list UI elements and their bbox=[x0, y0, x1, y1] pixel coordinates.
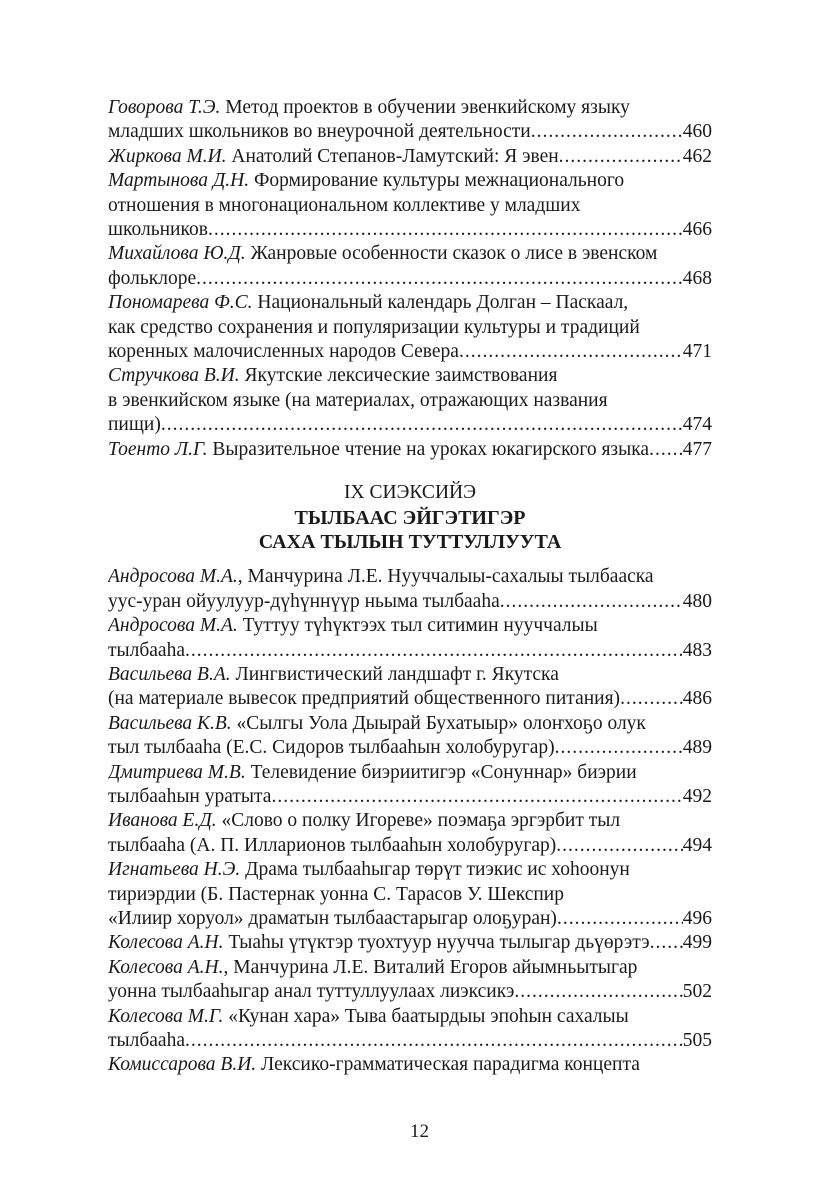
toc-entry-title: , Манчурина Л.Е. Виталий Егоров айымньытыгар bbox=[223, 956, 638, 978]
toc-entry-title: уонна тылбааһыгар анал туттуллуулаах лиэксикэ bbox=[108, 981, 515, 1003]
toc-entry-title: Туттуу түһүктээх тыл ситимин нууччалыы bbox=[237, 615, 598, 637]
toc-entry-title: фольклоре bbox=[108, 267, 197, 289]
toc-entry-line bbox=[108, 1053, 712, 1077]
toc-entry-page: 477 bbox=[682, 438, 712, 460]
toc-entry-author: Михайлова Ю.Д. bbox=[108, 243, 246, 265]
toc-entry-author: Говорова Т.Э. bbox=[108, 97, 221, 118]
toc-entry-page: 499 bbox=[682, 932, 712, 954]
toc-entry-text bbox=[108, 590, 500, 614]
dot-leader bbox=[650, 931, 683, 955]
toc-entry-author: Жиркова М.И. bbox=[108, 145, 227, 167]
toc-entries-top bbox=[108, 96, 712, 462]
toc-entry-line bbox=[108, 980, 712, 1004]
toc-entry-title: тылбааһын уратыта bbox=[108, 785, 272, 807]
toc-entry-title: Лексико-грамматическая парадигма концепта bbox=[256, 1054, 640, 1076]
toc-entry-page: 471 bbox=[682, 341, 712, 363]
toc-entry-line bbox=[108, 956, 712, 980]
dot-leader bbox=[459, 340, 683, 364]
toc-entry-line bbox=[108, 590, 712, 614]
toc-entry-title: коренных малочисленных народов Севера bbox=[108, 341, 459, 363]
toc-entry-line bbox=[108, 565, 712, 589]
dot-leader bbox=[208, 218, 683, 242]
toc-entry-text bbox=[108, 687, 620, 711]
toc-entry-title: «Кунан хара» Тыва баатырдыы эпоһын сахалыы bbox=[223, 1005, 629, 1027]
toc-entry-line bbox=[108, 907, 712, 931]
toc-entry-author: Игнатьева Н.Э. bbox=[108, 859, 241, 881]
toc-entry bbox=[108, 145, 712, 169]
toc-entry-line bbox=[108, 145, 712, 169]
toc-entry-title: , Манчурина Л.Е. Нууччалыы-сахалыы тылбааска bbox=[237, 566, 654, 588]
dot-leader bbox=[161, 413, 683, 437]
toc-entry-line bbox=[108, 340, 712, 364]
toc-entry bbox=[108, 96, 712, 145]
toc-entry-title: Метод проектов в обучении эвенкийскому языку bbox=[220, 97, 630, 118]
toc-entry-author: Мартынова Д.Н. bbox=[108, 170, 250, 192]
toc-entry-text bbox=[108, 736, 555, 760]
toc-entry bbox=[108, 242, 712, 291]
toc-entry bbox=[108, 858, 712, 931]
toc-entry-line bbox=[108, 883, 712, 907]
toc-entry-text bbox=[108, 785, 271, 809]
toc-entry-line bbox=[108, 614, 712, 638]
toc-entry-title: Анатолий Степанов-Ламутский: Я эвен bbox=[226, 145, 559, 167]
dot-leader bbox=[196, 267, 683, 291]
dot-leader bbox=[556, 834, 683, 858]
toc-entry-line bbox=[108, 639, 712, 663]
toc-entry bbox=[108, 1053, 712, 1077]
toc-entry-line bbox=[108, 736, 712, 760]
toc-entry-title: Драма тылбааһыгар төрүт тиэкис ис хоһоонун bbox=[240, 859, 630, 881]
toc-entry-text bbox=[108, 639, 185, 663]
toc-entry bbox=[108, 291, 712, 364]
toc-entry-line bbox=[108, 316, 712, 340]
toc-entry-line bbox=[108, 858, 712, 882]
toc-entry-author: Стручкова В.И. bbox=[108, 365, 240, 387]
dot-leader bbox=[500, 590, 683, 614]
toc-entry-line bbox=[108, 96, 712, 120]
toc-entry-title: в эвенкийском языке (на материалах, отражающих названия bbox=[108, 389, 608, 411]
toc-entry bbox=[108, 364, 712, 437]
toc-entry-text bbox=[108, 438, 649, 462]
toc-entry-page: 494 bbox=[682, 834, 712, 856]
toc-entry bbox=[108, 438, 712, 462]
toc-entry-title: Национальный календарь Долган – Паскаал, bbox=[252, 292, 629, 314]
toc-entry-line bbox=[108, 291, 712, 315]
toc-entry-text bbox=[108, 218, 208, 242]
toc-entry-author: Иванова Е.Д. bbox=[108, 810, 217, 832]
toc-entry-text bbox=[108, 413, 161, 437]
dot-leader bbox=[185, 1029, 683, 1053]
toc-entry-text bbox=[108, 907, 557, 931]
section-title-line-1: ТЫЛБААС ЭЙГЭТИГЭР bbox=[294, 506, 526, 529]
toc-entry-page: 492 bbox=[682, 785, 712, 807]
toc-entry-title: Выразительное чтение на уроках юкагирского языка bbox=[207, 438, 650, 460]
toc-entry-line bbox=[108, 413, 712, 437]
toc-entry-page: 466 bbox=[682, 219, 712, 241]
toc-entry bbox=[108, 761, 712, 810]
toc-entry-page: 483 bbox=[682, 639, 712, 661]
toc-entry-line bbox=[108, 438, 712, 462]
toc-entry-title: «Сылгы Уола Дыырай Бухатыыр» олоҥхоҕо олук bbox=[231, 712, 646, 734]
toc-entry-text bbox=[108, 120, 531, 144]
toc-entry-page: 480 bbox=[682, 590, 712, 612]
toc-entry-line bbox=[108, 242, 712, 266]
toc-entry-line bbox=[108, 1029, 712, 1053]
toc-entry-line bbox=[108, 267, 712, 291]
table-of-contents bbox=[108, 96, 712, 1078]
dot-leader bbox=[620, 687, 683, 711]
toc-entry bbox=[108, 1005, 712, 1054]
toc-entry-title: уус-уран ойуулуур-дүһүннүүр ньыма тылбааһа bbox=[108, 590, 500, 612]
dot-leader bbox=[514, 980, 682, 1004]
dot-leader bbox=[557, 907, 683, 931]
toc-entry-author: Колесова А.Н. bbox=[108, 932, 224, 954]
toc-entry-title: «Слово о полку Игореве» поэмаҕа эргэрбит тыл bbox=[216, 810, 621, 832]
dot-leader bbox=[271, 785, 682, 809]
toc-entry-line bbox=[108, 1005, 712, 1029]
toc-entry-line bbox=[108, 389, 712, 413]
toc-entry-author: Васильева К.В. bbox=[108, 712, 232, 734]
toc-entry-author: Пономарева Ф.С. bbox=[108, 292, 253, 314]
toc-entry-text bbox=[108, 340, 459, 364]
toc-entry-title: тылбааһа bbox=[108, 639, 185, 661]
toc-entry-title: Жанровые особенности сказок о лисе в эвенском bbox=[245, 243, 658, 265]
toc-entry bbox=[108, 712, 712, 761]
toc-entry-page: 502 bbox=[682, 981, 712, 1003]
toc-entry-line bbox=[108, 663, 712, 687]
toc-entry-line bbox=[108, 120, 712, 144]
toc-entry-page: 460 bbox=[682, 121, 712, 143]
toc-entry-title: пищи) bbox=[108, 414, 161, 436]
toc-entry-line bbox=[108, 712, 712, 736]
toc-entries-bottom bbox=[108, 565, 712, 1078]
toc-entry-title: отношения в многонациональном коллективе у младших bbox=[108, 194, 581, 216]
toc-entry-author: Андросова М.А. bbox=[108, 566, 238, 588]
section-number: IX СИЭКСИЙЭ bbox=[344, 482, 476, 504]
toc-entry-title: младших школьников во внеурочной деятельности bbox=[108, 121, 531, 143]
toc-entry-text bbox=[108, 1029, 185, 1053]
toc-entry-line bbox=[108, 931, 712, 955]
toc-entry-author: Колесова М.Г. bbox=[108, 1005, 224, 1027]
dot-leader bbox=[555, 736, 683, 760]
toc-entry-title: школьников bbox=[108, 219, 208, 241]
toc-entry-title: «Илиир хоруол» драматын тылбаастарыгар олоҕуран) bbox=[108, 908, 557, 929]
dot-leader bbox=[531, 120, 683, 144]
toc-entry-line bbox=[108, 364, 712, 388]
toc-entry-line bbox=[108, 809, 712, 833]
toc-entry-author: Колесова А.Н. bbox=[108, 956, 224, 978]
toc-entry-title: тыл тылбааһа (Е.С. Сидоров тылбааһын холобуругар) bbox=[108, 737, 555, 759]
dot-leader bbox=[185, 639, 683, 663]
toc-entry-text bbox=[108, 980, 514, 1004]
toc-entry-author: Комиссарова В.И. bbox=[108, 1054, 257, 1076]
toc-entry-page: 505 bbox=[682, 1030, 712, 1052]
toc-entry-line bbox=[108, 785, 712, 809]
toc-entry-title: Телевидение биэриитигэр «Сонуннар» биэрии bbox=[245, 761, 637, 783]
page-number: 12 bbox=[410, 1121, 429, 1142]
toc-entry bbox=[108, 614, 712, 663]
toc-entry-line bbox=[108, 194, 712, 218]
toc-entry-title: тылбааһа (А. П. Илларионов тылбааһын холобуругар) bbox=[108, 834, 557, 856]
toc-entry bbox=[108, 809, 712, 858]
toc-entry-author: Андросова М.А. bbox=[108, 615, 238, 637]
toc-entry-page: 489 bbox=[682, 737, 712, 759]
toc-entry-line bbox=[108, 687, 712, 711]
toc-entry-title: Лингвистический ландшафт г. Якутска bbox=[230, 663, 559, 685]
section-title-line-2: САХА ТЫЛЫН ТУТТУЛЛУУТА bbox=[258, 530, 562, 553]
toc-entry-title: Формирование культуры межнационального bbox=[249, 170, 625, 192]
toc-entry-page: 486 bbox=[682, 688, 712, 710]
toc-entry bbox=[108, 931, 712, 955]
toc-entry-line bbox=[108, 761, 712, 785]
toc-entry-text bbox=[108, 931, 650, 955]
toc-entry-line bbox=[108, 169, 712, 193]
toc-entry-author: Васильева В.А. bbox=[108, 663, 231, 685]
toc-entry-text bbox=[108, 267, 196, 291]
toc-entry-title: Якутские лексические заимствования bbox=[239, 365, 558, 387]
toc-entry-title: тылбааһа bbox=[108, 1030, 185, 1052]
toc-entry-author: Дмитриева М.В. bbox=[108, 761, 246, 783]
toc-entry bbox=[108, 956, 712, 1005]
toc-entry-title: Тыаһы үтүктэр туохтуур нуучча тылыгар дьүөрэтэ bbox=[223, 932, 650, 954]
toc-entry-text bbox=[108, 145, 559, 169]
toc-entry-title: (на материале вывесок предприятий общественного питания) bbox=[108, 688, 621, 710]
toc-entry-page: 496 bbox=[682, 908, 712, 929]
dot-leader bbox=[559, 145, 683, 169]
toc-entry-page: 468 bbox=[682, 267, 712, 289]
toc-entry-line bbox=[108, 834, 712, 858]
toc-entry-author: Тоенто Л.Г. bbox=[108, 438, 208, 460]
toc-entry-page: 474 bbox=[682, 414, 712, 436]
toc-entry bbox=[108, 169, 712, 242]
dot-leader bbox=[649, 438, 683, 462]
section-heading bbox=[108, 481, 712, 554]
toc-entry-page: 462 bbox=[682, 145, 712, 167]
toc-entry bbox=[108, 565, 712, 614]
toc-entry-text bbox=[108, 834, 556, 858]
toc-entry bbox=[108, 663, 712, 712]
toc-entry-title: тириэрдии (Б. Пастернак уонна С. Тарасов У. Шекспир bbox=[108, 883, 564, 905]
toc-entry-line bbox=[108, 218, 712, 242]
toc-entry-title: как средство сохранения и популяризации культуры и традиций bbox=[108, 316, 640, 338]
